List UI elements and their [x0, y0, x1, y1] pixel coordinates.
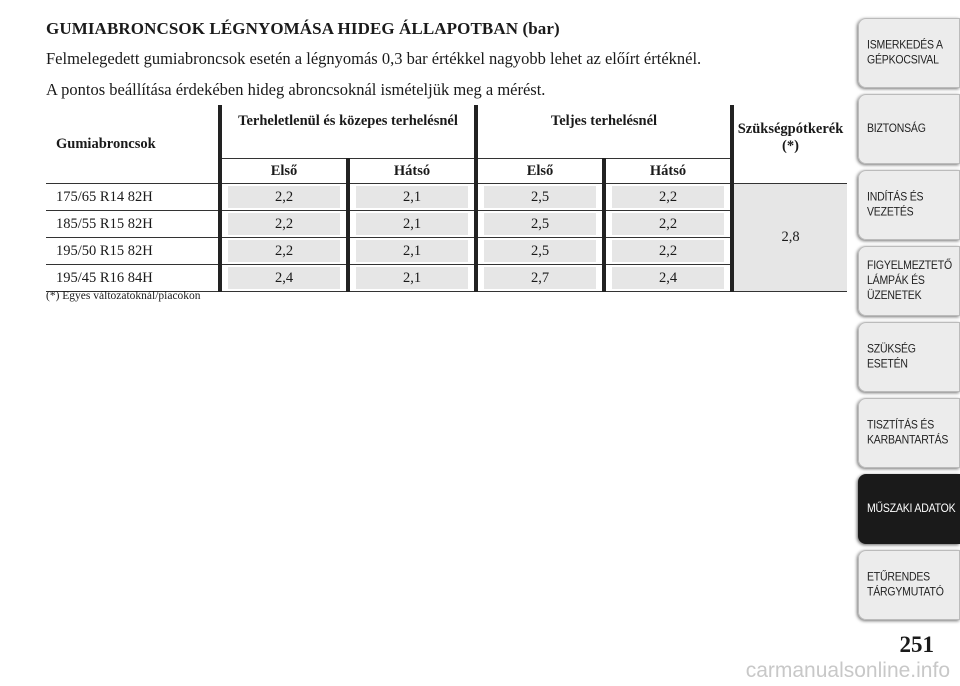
table-row — [46, 238, 847, 265]
tire-size: 175/65 R14 82H — [46, 184, 220, 211]
tab-muszaki-adatok[interactable] — [858, 474, 960, 544]
pressure-value: 2,2 — [228, 186, 340, 208]
header-partial-rear: Hátsó — [348, 159, 476, 184]
pressure-value: 2,4 — [228, 267, 340, 289]
pressure-value: 2,1 — [356, 186, 468, 208]
tab-label: GÉPKOCSIVAL — [867, 53, 939, 67]
tire-size: 195/45 R16 84H — [46, 265, 220, 292]
pressure-value: 2,5 — [484, 240, 596, 262]
pressure-value: 2,2 — [228, 213, 340, 235]
header-full-front: Első — [476, 159, 604, 184]
pressure-value: 2,1 — [356, 267, 468, 289]
pressure-value: 2,5 — [484, 213, 596, 235]
tab-label: KARBANTARTÁS — [867, 433, 949, 447]
footnote: (*) Egyes változatoknál/piacokon — [46, 290, 201, 302]
pressure-value: 2,2 — [612, 213, 724, 235]
watermark: carmanualsonline.info — [745, 659, 950, 682]
tire-pressure-table — [46, 105, 847, 292]
page-number: 251 — [899, 632, 934, 657]
table-row — [46, 265, 847, 292]
pressure-value: 2,1 — [356, 213, 468, 235]
tab-biztonsag[interactable] — [858, 94, 960, 164]
pressure-value: 2,4 — [612, 267, 724, 289]
header-full-load: Teljes terhelésnél — [476, 105, 732, 159]
tab-label: FIGYELMEZTETŐ — [867, 258, 952, 273]
tab-tisztitas[interactable] — [858, 398, 960, 468]
pressure-value: 2,2 — [612, 186, 724, 208]
tab-label: ÜZENETEK — [867, 288, 922, 303]
tire-size: 195/50 R15 82H — [46, 238, 220, 265]
pressure-value: 2,7 — [484, 267, 596, 289]
tire-size: 185/55 R15 82H — [46, 211, 220, 238]
pressure-value: 2,1 — [356, 240, 468, 262]
tab-label: SZÜKSÉG ESETÉN — [867, 342, 916, 371]
tab-figyelmezteto[interactable] — [858, 246, 960, 316]
tab-targymutato[interactable] — [858, 550, 960, 620]
pressure-value: 2,2 — [612, 240, 724, 262]
pressure-value: 2,2 — [228, 240, 340, 262]
header-partial-load: Terheletlenül és közepes terhelésnél — [220, 105, 476, 159]
tab-label: BIZTONSÁG — [867, 121, 926, 136]
table-row — [46, 211, 847, 238]
header-spare-wheel: Szükségpótkerék (*) — [732, 105, 847, 184]
tab-label: TÁRGYMUTATÓ — [867, 585, 944, 599]
header-partial-front: Első — [220, 159, 348, 184]
tab-label: LÁMPÁK ÉS — [867, 273, 925, 288]
tab-label: ETŰRENDES — [867, 570, 930, 584]
spare-wheel-value: 2,8 — [732, 184, 847, 292]
section-heading: GUMIABRONCSOK LÉGNYOMÁSA HIDEG ÁLLAPOTBAN (bar) — [46, 19, 560, 38]
tab-label: INDÍTÁS ÉS — [867, 190, 924, 204]
paragraph-cold-measure: A pontos beállítása érdekében hideg abroncsoknál ismételjük meg a mérést. — [46, 80, 546, 99]
tab-label: TISZTÍTÁS ÉS — [867, 418, 935, 432]
header-tires: Gumiabroncsok — [56, 135, 156, 152]
header-full-rear: Hátsó — [604, 159, 732, 184]
table-row — [46, 184, 847, 211]
tab-inditas[interactable] — [858, 170, 960, 240]
pressure-value: 2,5 — [484, 186, 596, 208]
tab-ismerkedes[interactable] — [858, 18, 960, 88]
paragraph-warm-tires: Felmelegedett gumiabroncsok esetén a légnyomás 0,3 bar értékkel nagyobb lehet az előírt értéknél. — [46, 49, 702, 68]
tab-label: ISMERKEDÉS A — [867, 38, 943, 52]
tab-label: VEZETÉS — [867, 205, 914, 219]
tab-szukseg[interactable] — [858, 322, 960, 392]
tab-label: MŰSZAKI ADATOK — [867, 501, 956, 516]
